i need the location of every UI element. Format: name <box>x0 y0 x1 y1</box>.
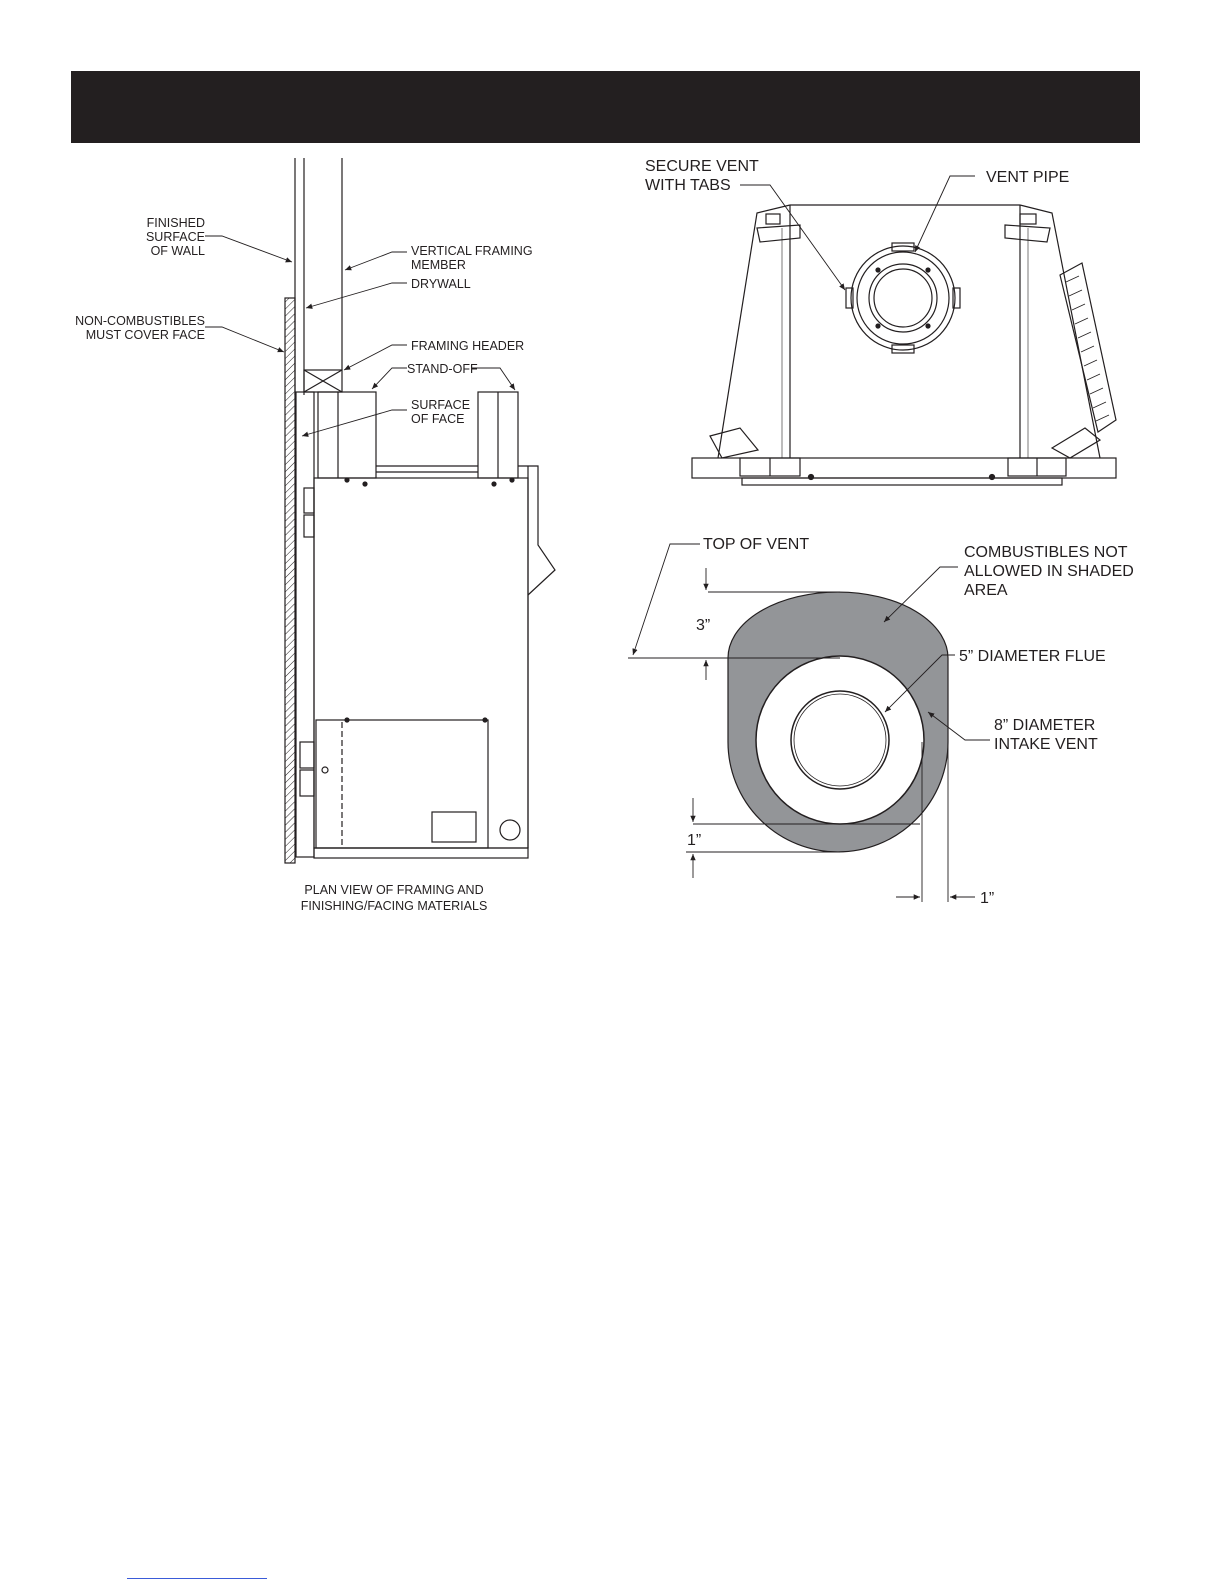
flue-circle <box>791 691 889 789</box>
dim-top-clearance: 3” <box>696 617 711 634</box>
label-combustibles-1: COMBUSTIBLES NOT <box>964 544 1128 561</box>
label-top-of-vent: TOP OF VENT <box>703 536 810 553</box>
label-secure-vent-1: SECURE VENT <box>645 158 759 175</box>
unit-base <box>692 458 1116 478</box>
label-combustibles-3: AREA <box>964 582 1008 599</box>
label-intake-1: 8” DIAMETER <box>994 717 1096 734</box>
label-non-combustibles-2: MUST COVER FACE <box>85 328 205 342</box>
label-surface-of-face-1: SURFACE <box>411 398 471 412</box>
label-non-combustibles-1: NON-COMBUSTIBLES <box>75 314 205 328</box>
label-framing-header: FRAMING HEADER <box>411 339 525 353</box>
dim-bottom-clearance: 1” <box>687 832 702 849</box>
label-finished-surface-2: SURFACE <box>145 230 205 244</box>
caption-plan-view-1: PLAN VIEW OF FRAMING AND <box>304 883 484 897</box>
non-combustible-facing <box>285 298 295 863</box>
top-view-drawing <box>692 205 1116 485</box>
label-combustibles-2: ALLOWED IN SHADED <box>964 563 1134 580</box>
label-secure-vent-2: WITH TABS <box>645 177 731 194</box>
dim-side-clearance: 1” <box>980 890 995 907</box>
front-face-plate <box>296 392 314 857</box>
firebox-body <box>314 478 528 848</box>
vent-pipe-opening <box>869 264 937 332</box>
label-stand-off: STAND-OFF <box>407 362 478 376</box>
label-flue: 5” DIAMETER FLUE <box>959 648 1106 665</box>
top-view-labels <box>645 158 1069 194</box>
side-louver-panel <box>1060 263 1116 432</box>
label-vertical-framing-2: MEMBER <box>411 258 466 272</box>
clearance-drawing <box>728 592 948 852</box>
left-standoff <box>318 392 376 478</box>
label-finished-surface-1: FINISHED <box>146 216 205 230</box>
caption-plan-view-2: FINISHING/FACING MATERIALS <box>300 899 488 913</box>
control-compartment <box>316 720 488 848</box>
label-drywall: DRYWALL <box>411 277 471 291</box>
label-vent-pipe: VENT PIPE <box>986 169 1070 186</box>
label-finished-surface-3: OF WALL <box>150 244 205 258</box>
footer-rule <box>127 1578 267 1579</box>
vent-collar-outer <box>851 246 955 350</box>
label-surface-of-face-2: OF FACE <box>411 412 465 426</box>
label-vertical-framing-1: VERTICAL FRAMING <box>411 244 533 258</box>
label-intake-2: INTAKE VENT <box>994 736 1098 753</box>
